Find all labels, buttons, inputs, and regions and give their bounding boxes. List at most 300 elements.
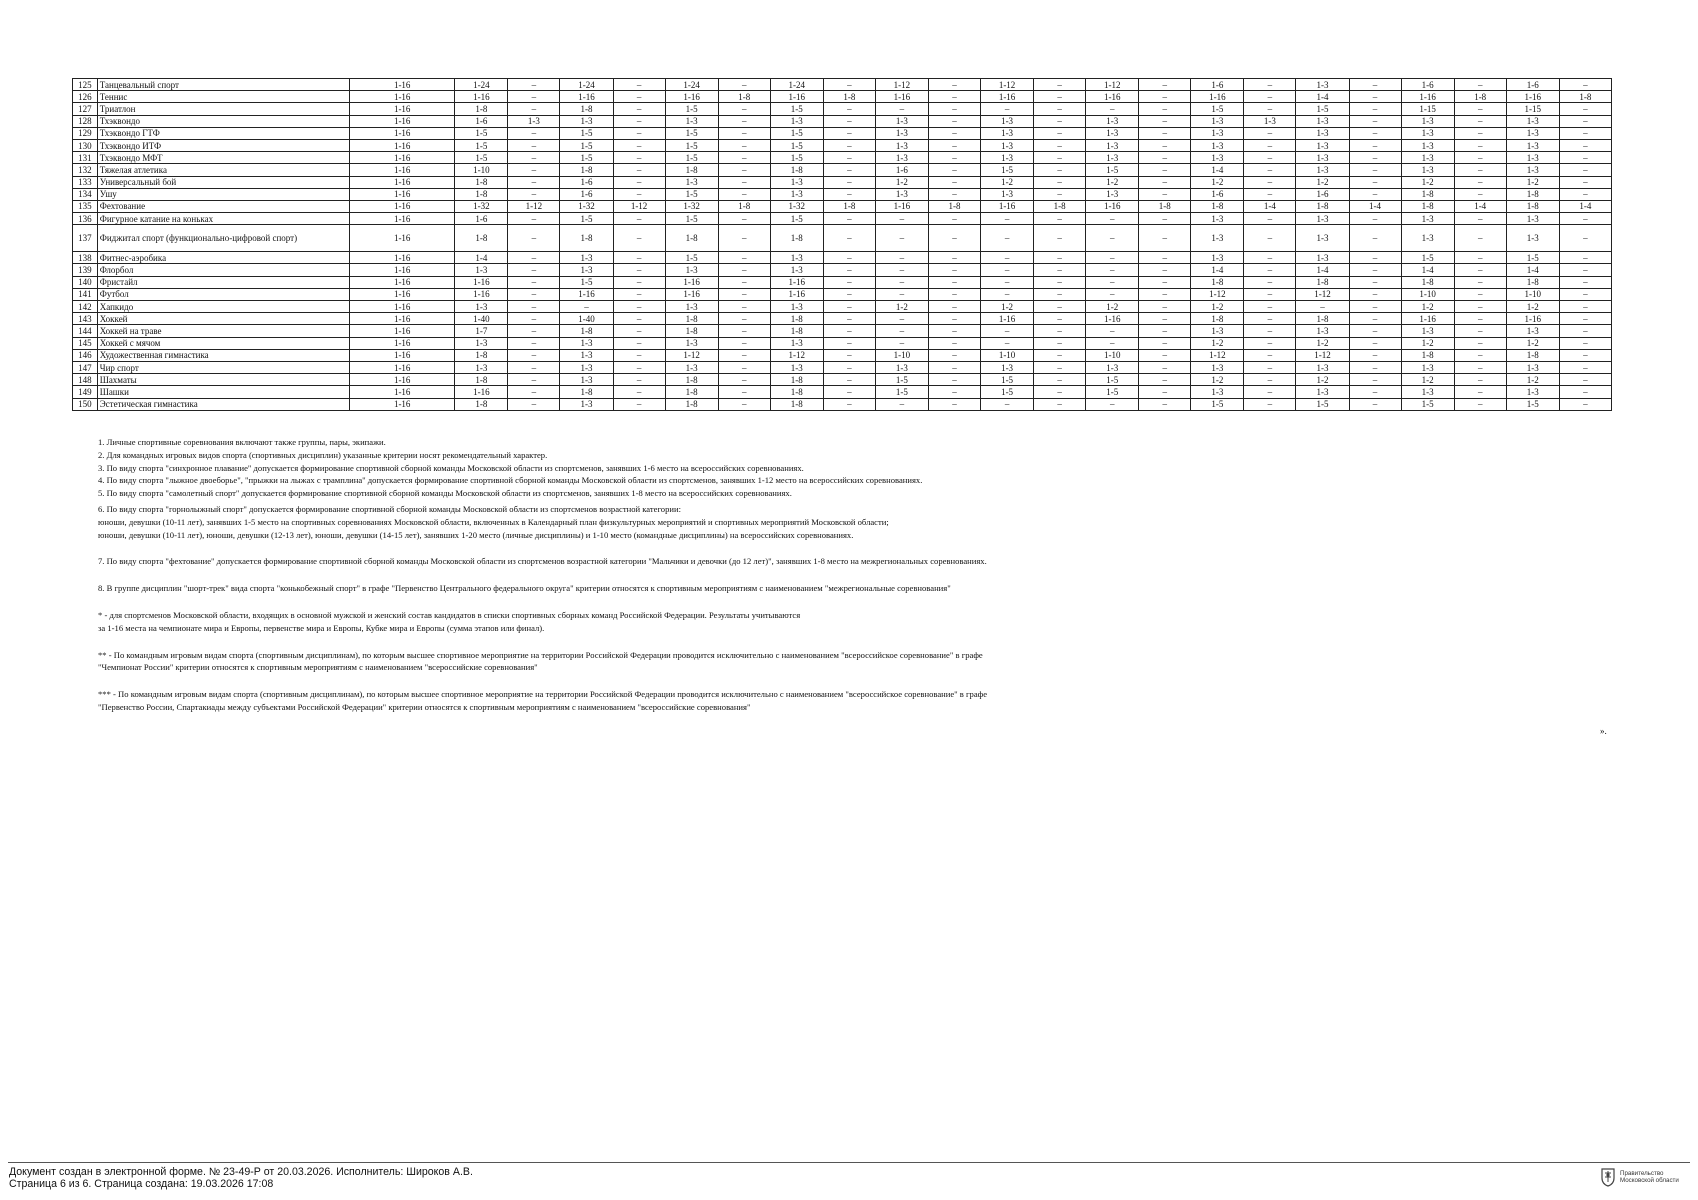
criteria-cell: 1-3 (665, 176, 718, 188)
table-row (73, 127, 1612, 139)
criteria-cell: 1-2 (1086, 176, 1139, 188)
criteria-cell: – (1034, 103, 1086, 115)
criteria-cell: – (1139, 337, 1191, 349)
note-line: * - для спортсменов Московской области, входящих в основной мужской и женский состав кандидатов в списки спортивных сборных команд Российской Федерации. Результаты учитываются (98, 609, 801, 620)
criteria-cell: – (1454, 264, 1506, 276)
criteria-cell: – (823, 337, 875, 349)
criteria-cell: 1-2 (1191, 374, 1244, 386)
criteria-cell: 1-16 (560, 91, 613, 103)
criteria-cell: 1-6 (560, 176, 613, 188)
row-number: 145 (73, 337, 98, 349)
criteria-cell: 1-8 (770, 225, 823, 252)
criteria-cell: – (1139, 288, 1191, 300)
criteria-cell: – (875, 325, 928, 337)
criteria-cell: 1-5 (665, 127, 718, 139)
criteria-cell: – (613, 188, 665, 200)
criteria-cell: – (1296, 301, 1349, 313)
criteria-cell: – (1454, 398, 1506, 410)
table-row (73, 337, 1612, 349)
row-number: 135 (73, 200, 98, 212)
criteria-cell: – (508, 325, 560, 337)
criteria-cell: – (718, 176, 770, 188)
note-spacer (98, 595, 1598, 609)
criteria-cell: – (929, 127, 981, 139)
criteria-cell: – (508, 288, 560, 300)
criteria-cell: 1-5 (980, 386, 1033, 398)
criteria-cell: 1-4 (1244, 200, 1296, 212)
criteria-cell: 1-3 (770, 361, 823, 373)
criteria-cell: – (1454, 225, 1506, 252)
criteria-cell: – (508, 176, 560, 188)
criteria-cell: 1-12 (508, 200, 560, 212)
criteria-cell: – (875, 225, 928, 252)
criteria-cell: 1-8 (1034, 200, 1086, 212)
criteria-cell: 1-2 (1506, 374, 1559, 386)
criteria-cell: 1-16 (455, 91, 508, 103)
criteria-cell: – (929, 115, 981, 127)
criteria-cell: 1-16 (350, 313, 455, 325)
criteria-cell: 1-2 (1191, 337, 1244, 349)
criteria-cell: – (823, 398, 875, 410)
criteria-cell: 1-8 (1139, 200, 1191, 212)
criteria-cell: 1-3 (1296, 386, 1349, 398)
criteria-cell: – (1559, 225, 1611, 252)
criteria-cell: – (1086, 213, 1139, 225)
criteria-cell: – (823, 225, 875, 252)
criteria-cell: 1-16 (350, 225, 455, 252)
criteria-cell: – (1454, 386, 1506, 398)
criteria-cell: 1-3 (1401, 164, 1454, 176)
criteria-cell: – (1559, 176, 1611, 188)
criteria-cell: 1-2 (1086, 301, 1139, 313)
criteria-cell: – (1559, 337, 1611, 349)
criteria-cell: 1-3 (1191, 225, 1244, 252)
sport-name: Хоккей с мячом (97, 337, 349, 349)
criteria-cell: – (1454, 337, 1506, 349)
criteria-cell: 1-16 (350, 176, 455, 188)
criteria-cell: 1-3 (1401, 225, 1454, 252)
criteria-cell: 1-5 (665, 213, 718, 225)
criteria-cell: 1-3 (980, 361, 1033, 373)
criteria-cell: – (823, 361, 875, 373)
criteria-cell: 1-3 (560, 398, 613, 410)
criteria-cell: 1-2 (1401, 374, 1454, 386)
criteria-cell: 1-5 (1191, 398, 1244, 410)
criteria-cell: 1-3 (1191, 386, 1244, 398)
criteria-cell: – (1139, 398, 1191, 410)
criteria-cell: – (508, 252, 560, 264)
criteria-cell: – (613, 252, 665, 264)
criteria-cell: – (1034, 288, 1086, 300)
criteria-cell: – (1139, 115, 1191, 127)
criteria-cell: – (1349, 139, 1401, 151)
criteria-cell: – (1454, 115, 1506, 127)
criteria-cell: 1-8 (455, 103, 508, 115)
criteria-cell: 1-2 (980, 301, 1033, 313)
criteria-cell: 1-3 (455, 337, 508, 349)
criteria-cell: – (1349, 115, 1401, 127)
criteria-cell: 1-16 (770, 91, 823, 103)
criteria-cell: 1-3 (1506, 386, 1559, 398)
criteria-cell: – (929, 139, 981, 151)
row-number: 138 (73, 252, 98, 264)
criteria-cell: 1-5 (770, 127, 823, 139)
criteria-cell: 1-3 (1244, 115, 1296, 127)
criteria-cell: – (508, 337, 560, 349)
criteria-cell: – (1559, 79, 1611, 91)
criteria-cell: 1-16 (455, 288, 508, 300)
criteria-cell: – (508, 398, 560, 410)
criteria-cell: – (718, 115, 770, 127)
criteria-cell: – (823, 325, 875, 337)
criteria-cell: – (929, 398, 981, 410)
criteria-cell: 1-16 (350, 91, 455, 103)
criteria-cell: – (718, 79, 770, 91)
criteria-cell: 1-16 (1401, 313, 1454, 325)
criteria-cell: – (1244, 386, 1296, 398)
criteria-cell: – (823, 164, 875, 176)
criteria-cell: – (613, 213, 665, 225)
criteria-cell: 1-16 (560, 288, 613, 300)
criteria-cell: 1-3 (560, 361, 613, 373)
criteria-cell: 1-5 (875, 386, 928, 398)
criteria-cell: 1-3 (508, 115, 560, 127)
sport-name: Тхэквондо ГТФ (97, 127, 349, 139)
criteria-cell: 1-3 (1401, 361, 1454, 373)
criteria-cell: – (1454, 374, 1506, 386)
table-row (73, 288, 1612, 300)
note-line: *** - По командным игровым видам спорта (спортивным дисциплинам), по которым высшее спортивное мероприятие на территории Российской Федерации проводится исключительно с наименованием "всероссийское соревнование" в графе (98, 689, 988, 700)
criteria-cell: – (929, 313, 981, 325)
row-number: 131 (73, 152, 98, 164)
criteria-cell: 1-16 (350, 301, 455, 313)
note-spacer (98, 541, 1598, 555)
table-row (73, 152, 1612, 164)
criteria-cell: 1-3 (1191, 139, 1244, 151)
criteria-cell: – (823, 188, 875, 200)
criteria-cell: 1-5 (560, 152, 613, 164)
criteria-cell: 1-2 (1401, 337, 1454, 349)
criteria-cell: 1-3 (875, 115, 928, 127)
criteria-cell: 1-6 (1506, 79, 1559, 91)
criteria-cell: 1-5 (665, 188, 718, 200)
criteria-cell: – (929, 164, 981, 176)
criteria-cell: 1-6 (1401, 79, 1454, 91)
criteria-cell: – (1244, 301, 1296, 313)
criteria-cell: 1-8 (1191, 276, 1244, 288)
criteria-cell: – (1034, 91, 1086, 103)
criteria-cell: 1-3 (770, 188, 823, 200)
criteria-cell: 1-3 (875, 188, 928, 200)
sport-name: Флорбол (97, 264, 349, 276)
criteria-cell: – (823, 152, 875, 164)
criteria-cell: – (1244, 139, 1296, 151)
criteria-cell: – (1244, 164, 1296, 176)
criteria-cell: – (929, 213, 981, 225)
table-row (73, 349, 1612, 361)
criteria-cell: – (1349, 176, 1401, 188)
criteria-cell: – (929, 79, 981, 91)
note-line: юноши, девушки (10-11 лет), занявших 1-5 место на спортивных соревнованиях Московской области, включенных в Календарный план физкультурных мероприятий и спортивных мероприятий Московской области; (98, 516, 889, 527)
criteria-cell: 1-16 (350, 79, 455, 91)
criteria-cell: – (823, 288, 875, 300)
criteria-cell: 1-3 (1191, 325, 1244, 337)
note-line: 4. По виду спорта "лыжное двоеборье", "прыжки на лыжах с трамплина" допускается формирование спортивной сборной команды Московской области из спортсменов, занявших 1-12 место на всероссийских соревнованиях. (98, 475, 923, 486)
criteria-cell: 1-8 (1401, 276, 1454, 288)
criteria-cell: – (929, 252, 981, 264)
criteria-cell: – (1086, 325, 1139, 337)
criteria-cell: – (508, 188, 560, 200)
row-number: 141 (73, 288, 98, 300)
criteria-cell: – (823, 213, 875, 225)
criteria-cell: – (1034, 276, 1086, 288)
criteria-cell: – (1454, 139, 1506, 151)
criteria-cell: – (508, 127, 560, 139)
criteria-cell: 1-16 (1086, 200, 1139, 212)
criteria-cell: 1-8 (560, 386, 613, 398)
criteria-cell: – (1139, 103, 1191, 115)
criteria-cell: 1-40 (560, 313, 613, 325)
criteria-cell: – (718, 188, 770, 200)
criteria-cell: 1-2 (1296, 374, 1349, 386)
criteria-cell: – (875, 288, 928, 300)
criteria-cell: – (1086, 337, 1139, 349)
criteria-cell: – (929, 103, 981, 115)
sport-name: Чир спорт (97, 361, 349, 373)
criteria-cell: 1-16 (350, 152, 455, 164)
criteria-cell: – (508, 386, 560, 398)
criteria-cell: 1-6 (455, 213, 508, 225)
note-line: 3. По виду спорта "синхронное плавание" допускается формирование спортивной сборной команды Московской области из спортсменов, занявших 1-6 место на всероссийских соревнованиях. (98, 462, 804, 473)
criteria-cell: 1-10 (980, 349, 1033, 361)
criteria-cell: – (613, 288, 665, 300)
criteria-cell: 1-2 (1506, 301, 1559, 313)
criteria-cell: – (613, 176, 665, 188)
criteria-cell: – (508, 349, 560, 361)
criteria-cell: – (1139, 79, 1191, 91)
criteria-cell: – (613, 325, 665, 337)
criteria-cell: – (1454, 152, 1506, 164)
note-line: ** - По командным игровым видам спорта (спортивным дисциплинам), по которым высшее спортивное мероприятие на территории Российской Федерации проводится исключительно с наименованием "всероссийское соревнование" в графе (98, 649, 983, 660)
criteria-cell: 1-4 (1349, 200, 1401, 212)
criteria-cell: 1-3 (770, 337, 823, 349)
criteria-cell: – (980, 325, 1033, 337)
criteria-cell: – (1454, 313, 1506, 325)
table-row (73, 188, 1612, 200)
criteria-cell: 1-3 (1506, 164, 1559, 176)
criteria-cell: 1-3 (1506, 361, 1559, 373)
criteria-cell: 1-32 (455, 200, 508, 212)
criteria-cell: 1-15 (1401, 103, 1454, 115)
criteria-cell: – (1034, 361, 1086, 373)
criteria-cell: 1-5 (1401, 252, 1454, 264)
row-number: 144 (73, 325, 98, 337)
criteria-cell: – (1244, 103, 1296, 115)
criteria-cell: – (1559, 313, 1611, 325)
criteria-cell: 1-2 (1506, 176, 1559, 188)
criteria-cell: 1-16 (350, 164, 455, 176)
note-line: за 1-16 места на чемпионате мира и Европы, первенстве мира и Европы, Кубке мира и Европы (сумма этапов или финал). (98, 622, 545, 633)
criteria-cell: 1-16 (665, 91, 718, 103)
criteria-cell: – (1139, 188, 1191, 200)
criteria-cell: 1-32 (560, 200, 613, 212)
footer-divider (8, 1162, 1690, 1163)
criteria-cell: – (929, 386, 981, 398)
criteria-cell: – (1244, 252, 1296, 264)
criteria-cell: – (1559, 386, 1611, 398)
government-logo (1600, 1167, 1679, 1187)
criteria-cell: 1-2 (980, 176, 1033, 188)
criteria-cell: 1-8 (665, 398, 718, 410)
criteria-cell: 1-16 (350, 264, 455, 276)
criteria-cell: 1-16 (350, 398, 455, 410)
criteria-cell: – (1034, 264, 1086, 276)
criteria-cell: – (508, 225, 560, 252)
criteria-cell: – (718, 164, 770, 176)
criteria-cell: 1-16 (350, 213, 455, 225)
criteria-cell: – (1034, 337, 1086, 349)
criteria-cell: – (1244, 188, 1296, 200)
criteria-cell: 1-10 (455, 164, 508, 176)
criteria-cell: 1-16 (1401, 91, 1454, 103)
criteria-cell: – (1244, 325, 1296, 337)
criteria-cell: – (875, 103, 928, 115)
criteria-cell: – (1034, 301, 1086, 313)
criteria-cell: 1-12 (1191, 349, 1244, 361)
criteria-cell: – (1244, 264, 1296, 276)
criteria-cell: – (1349, 288, 1401, 300)
criteria-cell: 1-3 (1506, 225, 1559, 252)
criteria-cell: 1-12 (875, 79, 928, 91)
criteria-cell: 1-3 (875, 361, 928, 373)
criteria-cell: – (1086, 264, 1139, 276)
criteria-cell: – (718, 325, 770, 337)
criteria-cell: – (613, 91, 665, 103)
criteria-cell: 1-6 (455, 115, 508, 127)
row-number: 133 (73, 176, 98, 188)
criteria-cell: 1-8 (1296, 200, 1349, 212)
criteria-cell: 1-6 (1296, 188, 1349, 200)
criteria-cell: – (929, 361, 981, 373)
criteria-cell: – (1559, 374, 1611, 386)
criteria-cell: 1-16 (980, 91, 1033, 103)
criteria-cell: – (1349, 103, 1401, 115)
criteria-cell: – (1559, 103, 1611, 115)
criteria-cell: – (718, 252, 770, 264)
criteria-cell: 1-5 (980, 374, 1033, 386)
criteria-cell: – (508, 313, 560, 325)
criteria-cell: – (1349, 301, 1401, 313)
criteria-cell: – (718, 398, 770, 410)
criteria-cell: 1-10 (875, 349, 928, 361)
criteria-cell: – (613, 79, 665, 91)
criteria-cell: – (1559, 188, 1611, 200)
criteria-cell: – (1034, 213, 1086, 225)
criteria-cell: – (1244, 176, 1296, 188)
criteria-cell: – (1086, 276, 1139, 288)
criteria-cell: 1-16 (350, 127, 455, 139)
criteria-cell: – (1139, 164, 1191, 176)
criteria-cell: – (718, 361, 770, 373)
criteria-cell: – (613, 398, 665, 410)
criteria-cell: – (1454, 276, 1506, 288)
criteria-cell: 1-5 (1506, 398, 1559, 410)
criteria-cell: – (1034, 164, 1086, 176)
criteria-cell: – (980, 337, 1033, 349)
footer-line-page: Страница 6 из 6. Страница создана: 19.03.2026 17:08 (9, 1178, 274, 1190)
criteria-cell: – (1349, 264, 1401, 276)
criteria-cell: – (1086, 398, 1139, 410)
criteria-cell: – (1034, 115, 1086, 127)
notes-section (98, 436, 1598, 714)
criteria-cell: – (508, 374, 560, 386)
note-line: 5. По виду спорта "самолетный спорт" допускается формирование спортивной сборной команды Московской области из спортсменов, занявших 1-8 место на всероссийских соревнованиях. (98, 488, 792, 499)
criteria-cell: – (613, 349, 665, 361)
criteria-cell: 1-16 (350, 386, 455, 398)
criteria-cell: 1-8 (1401, 188, 1454, 200)
criteria-cell: 1-12 (1086, 79, 1139, 91)
criteria-cell: 1-8 (455, 374, 508, 386)
criteria-cell: – (613, 139, 665, 151)
criteria-cell: 1-5 (1401, 398, 1454, 410)
criteria-cell: – (1349, 152, 1401, 164)
criteria-cell: – (1244, 337, 1296, 349)
criteria-cell: 1-8 (560, 164, 613, 176)
criteria-cell: – (929, 337, 981, 349)
criteria-cell: – (875, 252, 928, 264)
criteria-cell: – (1559, 164, 1611, 176)
criteria-cell: 1-3 (1296, 152, 1349, 164)
criteria-cell: 1-8 (455, 188, 508, 200)
criteria-cell: 1-16 (455, 386, 508, 398)
criteria-cell: 1-3 (770, 301, 823, 313)
criteria-cell: – (1244, 349, 1296, 361)
sport-name: Теннис (97, 91, 349, 103)
criteria-cell: – (718, 276, 770, 288)
criteria-cell: – (1349, 325, 1401, 337)
row-number: 134 (73, 188, 98, 200)
criteria-cell: – (929, 349, 981, 361)
criteria-cell: 1-3 (1191, 213, 1244, 225)
criteria-cell: 1-6 (1191, 79, 1244, 91)
criteria-cell: – (1559, 139, 1611, 151)
criteria-cell: – (1034, 313, 1086, 325)
criteria-cell: 1-6 (875, 164, 928, 176)
criteria-cell: 1-12 (1191, 288, 1244, 300)
table-row (73, 115, 1612, 127)
criteria-cell: 1-5 (1506, 252, 1559, 264)
criteria-cell: 1-10 (1401, 288, 1454, 300)
criteria-cell: 1-3 (455, 361, 508, 373)
criteria-cell: 1-4 (1296, 91, 1349, 103)
criteria-cell: – (1349, 386, 1401, 398)
criteria-cell: – (1139, 386, 1191, 398)
criteria-cell: – (508, 91, 560, 103)
criteria-cell: – (1349, 225, 1401, 252)
criteria-cell: – (1139, 374, 1191, 386)
criteria-cell: 1-16 (1086, 91, 1139, 103)
criteria-cell: – (1244, 374, 1296, 386)
criteria-cell: 1-8 (1559, 91, 1611, 103)
criteria-cell: 1-2 (1191, 301, 1244, 313)
criteria-cell: 1-3 (770, 252, 823, 264)
criteria-cell: 1-8 (1454, 91, 1506, 103)
criteria-cell: 1-5 (1296, 398, 1349, 410)
table-row (73, 164, 1612, 176)
criteria-cell: – (1034, 152, 1086, 164)
criteria-cell: 1-8 (455, 398, 508, 410)
criteria-cell: 1-3 (665, 264, 718, 276)
